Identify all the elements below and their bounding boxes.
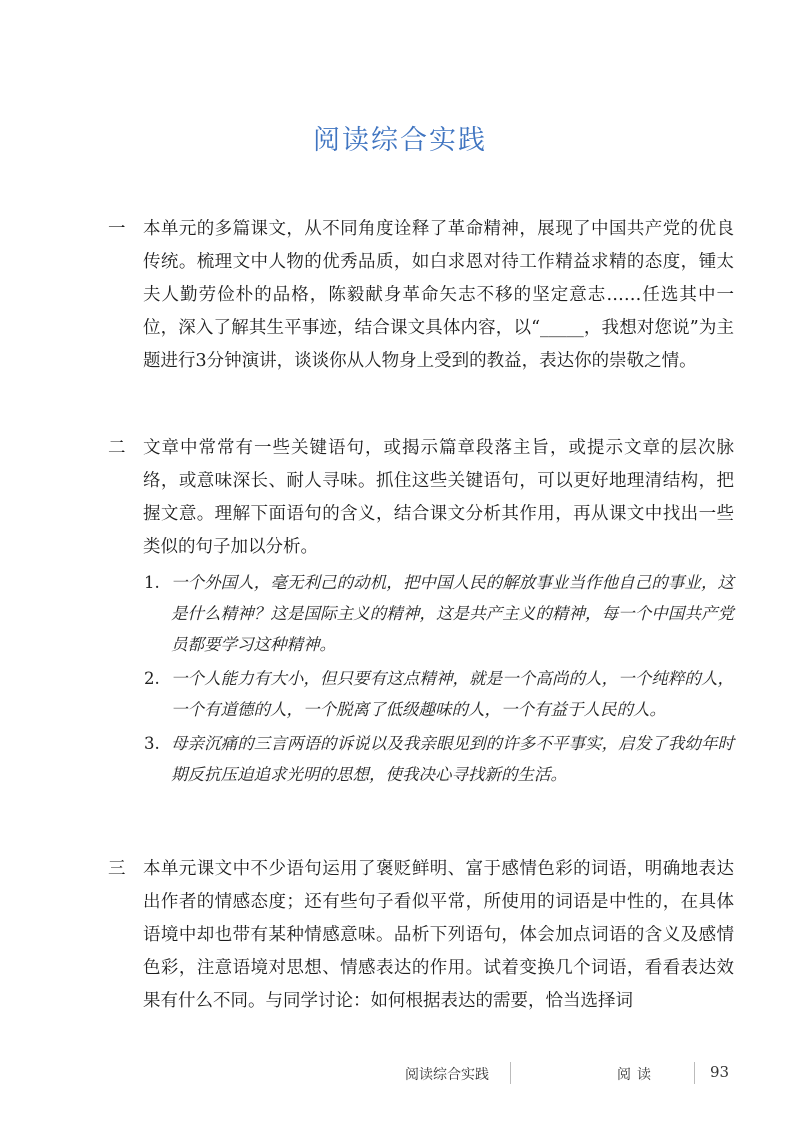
- footer-unit-title: 阅读综合实践: [405, 1067, 489, 1083]
- page-title: 阅读综合实践: [313, 125, 487, 156]
- section-1: [108, 213, 734, 378]
- list-item: [108, 663, 734, 725]
- section-number: 二: [108, 438, 126, 458]
- footer-section-label: 阅读: [617, 1067, 657, 1083]
- item-number: 1.: [144, 573, 160, 592]
- footer-divider: [510, 1062, 511, 1084]
- section-2: [108, 432, 734, 790]
- section-3: [108, 853, 734, 1018]
- page-footer: [0, 1060, 800, 1090]
- item-text: 一个外国人，毫无利己的动机，把中国人民的解放事业当作他自己的事业，这是什么精神？这是国际主义的精神，这是共产主义的精神，每一个中国共产党员都要学习这种精神。: [171, 573, 734, 654]
- section-number: 一: [108, 219, 126, 239]
- list-item: [108, 567, 734, 660]
- section-number: 三: [108, 859, 126, 879]
- page-number: 93: [710, 1063, 730, 1081]
- item-number: 2.: [144, 669, 160, 688]
- list-item: [108, 728, 734, 790]
- footer-divider: [694, 1062, 695, 1084]
- section-text: 本单元课文中不少语句运用了褒贬鲜明、富于感情色彩的词语，明确地表达出作者的情感态度；还有些句子看似平常，所使用的词语是中性的，在具体语境中却也带有某种情感意味。品析下列语句，体会加点词语的含义及感情色彩，注意语境对思想、情感表达的作用。试着变换几个词语，看看表达效果有什么不同。与同学讨论：如何根据表达的需要，恰当选择词: [143, 859, 734, 1011]
- item-text: 一个人能力有大小，但只要有这点精神，就是一个高尚的人，一个纯粹的人，一个有道德的人，一个脱离了低级趣味的人，一个有益于人民的人。: [171, 669, 734, 719]
- section-text: 本单元的多篇课文，从不同角度诠释了革命精神，展现了中国共产党的优良传统。梳理文中人物的优秀品质，如白求恩对待工作精益求精的态度，锺太夫人勤劳俭朴的品格，陈毅献身革命矢志不移的坚定意志……任选其中一位，深入了解其生平事迹，结合课文具体内容，以“_____，我想对您说”为主题进行3分钟演讲，谈谈你从人物身上受到的教益，表达你的崇敬之情。: [143, 219, 734, 371]
- section-text: 文章中常常有一些关键语句，或揭示篇章段落主旨，或提示文章的层次脉络，或意味深长、耐人寻味。抓住这些关键语句，可以更好地理清结构，把握文意。理解下面语句的含义，结合课文分析其作用，再从课文中找出一些类似的句子加以分析。: [143, 438, 734, 557]
- item-number: 3.: [144, 734, 160, 753]
- example-sentence-list: [108, 567, 734, 790]
- item-text: 母亲沉痛的三言两语的诉说以及我亲眼见到的许多不平事实，启发了我幼年时期反抗压迫追求光明的思想，使我决心寻找新的生活。: [171, 734, 734, 784]
